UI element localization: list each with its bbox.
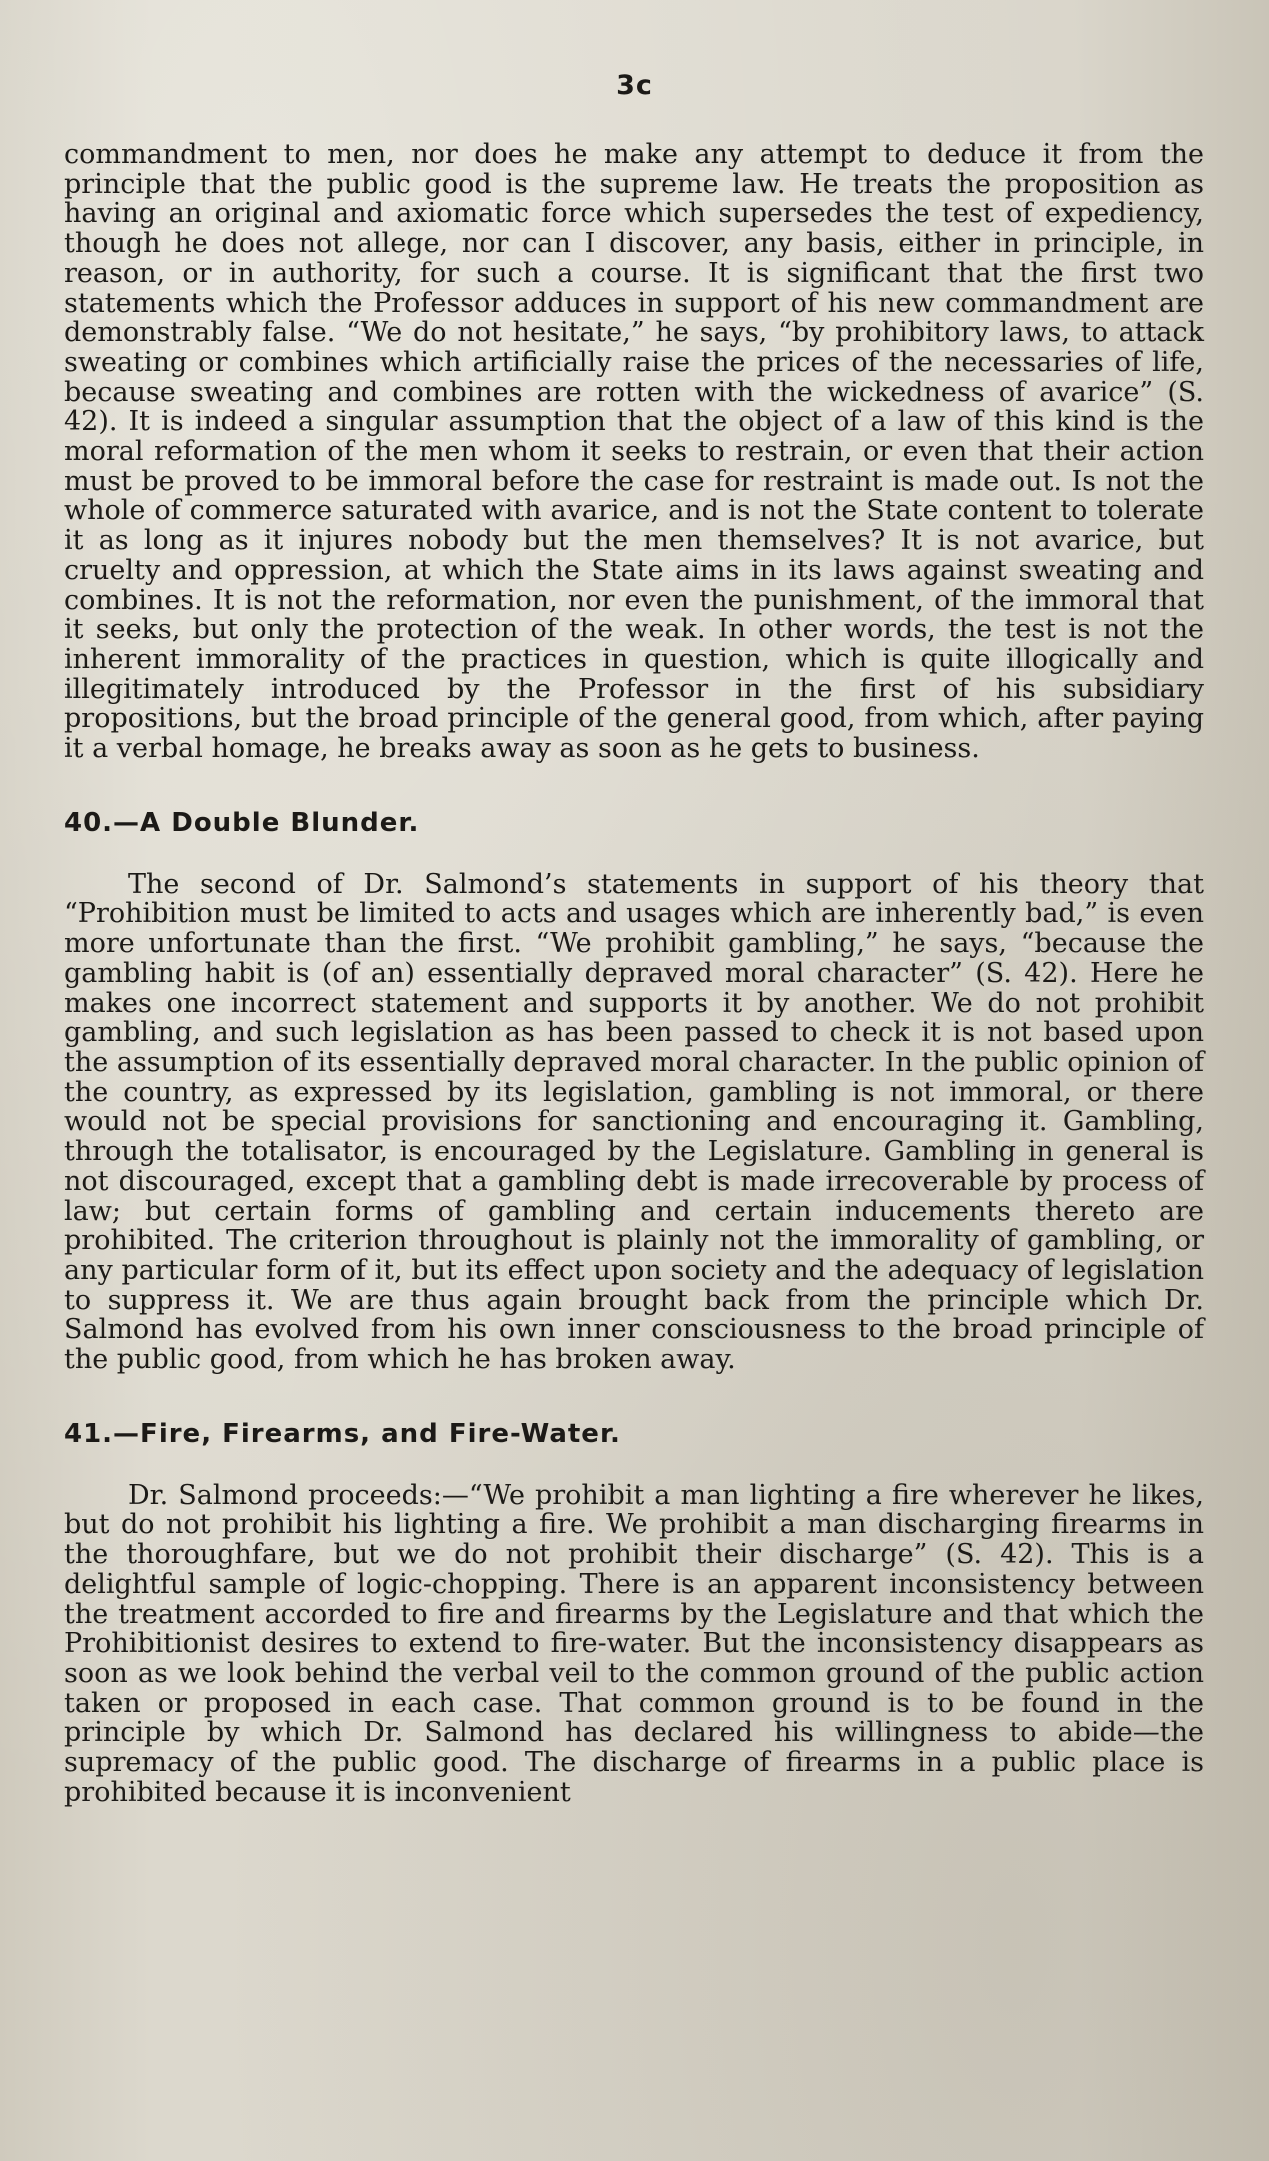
page-number: 3c: [616, 70, 653, 101]
section-heading-40: 40.—A Double Blunder.: [64, 807, 420, 838]
paragraph-fire-firearms: Dr. Salmond proceeds:—“We prohibit a man lighting a fire wherever he likes, but do not prohibit his lighting a fire. We prohibit a man discharging firearms in the thoroughfare, but we do not prohibit their discharge” (S. 42). This is a delightful sample of logic-chopping. There is an apparent inconsistency between the treatment accorded to fire and firearms by the Legislature and that which the Prohibitionist desires to extend to fire-water. But the inconsistency disappears as soon as we look behind the verbal veil to the common ground of the public action taken or proposed in each case. That common ground is to be found in the principle by which Dr. Salmond has declared his willingness to abide—the supremacy of the public good. The discharge of firearms in a public place is prohibited because it is inconvenient: [64, 1479, 1204, 1808]
section-heading-41: 41.—Fire, Firearms, and Fire-Water.: [64, 1418, 621, 1449]
paragraph-double-blunder: The second of Dr. Salmond’s statements in support of his theory that “Prohibition must be limited to acts and usages which are inherently bad,” is even more unfortunate than the first. “We prohibit gambling,” he says, “because the gambling habit is (of an) essentially depraved moral character” (S. 42). Here he makes one incorrect statement and supports it by another. We do not prohibit gambling, and such legislation as has been passed to check it is not based upon the assumption of its essentially depraved moral character. In the public opinion of the country, as expressed by its legislation, gambling is not immoral, or there would not be special provisions for sanctioning and encouraging it. Gambling, through the totalisator, is encouraged by the Legislature. Gambling in general is not discouraged, except that a gambling debt is made irrecoverable by process of law; but certain forms of gambling and certain inducements thereto are prohibited. The criterion throughout is plainly not the immorality of gambling, or any particular form of it, but its effect upon society and the adequacy of legislation to suppress it. We are thus again brought back from the principle which Dr. Salmond has evolved from his own inner consciousness to the broad principle of the public good, from which he has broken away.: [64, 868, 1204, 1376]
paragraph-continuation: commandment to men, nor does he make any attempt to deduce it from the principle that the public good is the supreme law. He treats the proposition as having an original and axiomatic force which supersedes the test of expediency, though he does not allege, nor can I discover, any basis, either in principle, in reason, or in authority, for such a course. It is significant that the first two statements which the Professor adduces in support of his new commandment are demonstrably false. “We do not hesitate,” he says, “by prohibitory laws, to attack sweating or combines which artificially raise the prices of the necessaries of life, because sweating and combines are rotten with the wickedness of avarice” (S. 42). It is indeed a singular assumption that the object of a law of this kind is the moral reformation of the men whom it seeks to restrain, or even that their action must be proved to be immoral before the case for restraint is made out. Is not the whole of commerce saturated with avarice, and is not the State content to tolerate it as long as it injures nobody but the men themselves? It is not avarice, but cruelty and oppression, at which the State aims in its laws against sweating and combines. It is not the reformation, nor even the punishment, of the immoral that it seeks, but only the protection of the weak. In other words, the test is not the inherent immorality of the practices in question, which is quite illogically and illegitimately introduced by the Professor in the first of his subsidiary propositions, but the broad principle of the general good, from which, after paying it a verbal homage, he breaks away as soon as he gets to business.: [64, 139, 1204, 765]
page-body: [64, 140, 1204, 1807]
